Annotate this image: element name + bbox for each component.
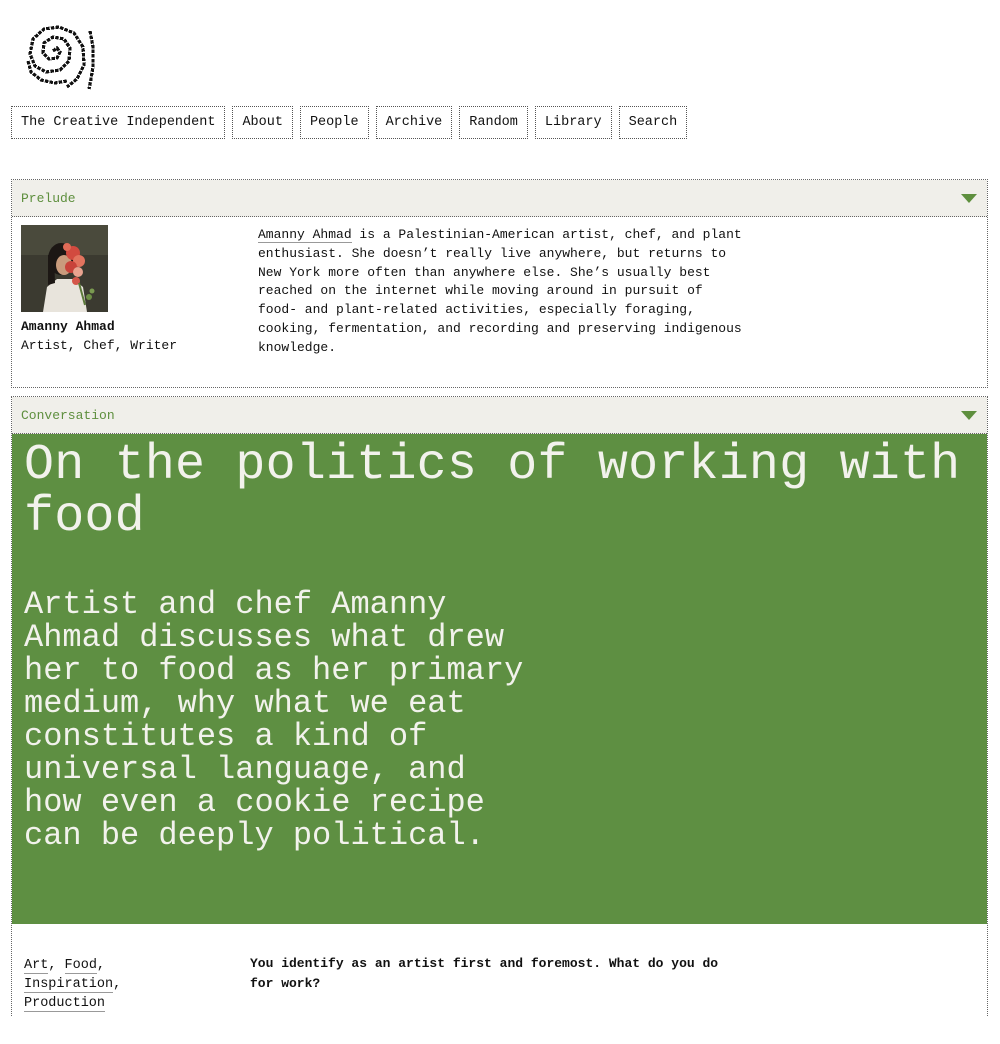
tag-link[interactable]: Art <box>24 958 49 973</box>
interview-question: You identify as an artist first and foremost. What do you do for work? <box>250 956 719 991</box>
prelude-panel <box>11 179 988 388</box>
bio-text <box>258 226 748 358</box>
main-nav <box>11 106 687 139</box>
nav-about-link[interactable]: About <box>232 106 293 139</box>
article-body <box>12 924 987 1044</box>
prelude-header-label: Prelude <box>21 190 76 206</box>
collapse-triangle-icon[interactable] <box>961 411 977 420</box>
collapse-triangle-icon[interactable] <box>961 194 977 203</box>
nav-search-link[interactable]: Search <box>619 106 688 139</box>
avatar[interactable] <box>21 225 108 312</box>
prelude-header[interactable] <box>12 180 987 217</box>
nav-library-link[interactable]: Library <box>535 106 612 139</box>
prelude-body <box>12 217 987 388</box>
tag-link[interactable]: Food <box>64 958 97 973</box>
conversation-panel <box>11 396 988 1016</box>
nav-home-link[interactable]: The Creative Independent <box>11 106 225 139</box>
nav-random-link[interactable]: Random <box>459 106 528 139</box>
conversation-header-label: Conversation <box>21 407 115 423</box>
article-deck: Artist and chef Amanny Ahmad discusses what drew her to food as her primary medium, why what we eat constitutes a kind of universal language, and how even a cookie recipe can be deeply political. <box>24 586 524 854</box>
tag-list: Art, Food, Inspiration, Production <box>24 958 122 1011</box>
person-role: Artist, Chef, Writer <box>21 338 178 353</box>
conversation-header[interactable] <box>12 397 987 434</box>
spiral-logo-icon[interactable] <box>11 11 97 91</box>
tag-link[interactable]: Inspiration <box>24 977 114 992</box>
nav-archive-link[interactable]: Archive <box>376 106 453 139</box>
person-name[interactable]: Amanny Ahmad <box>21 319 115 334</box>
bio-body: is a Palestinian-American artist, chef, and plant enthusiast. She doesn’t really live anywhere, but returns to New York more often than anywhere else. She’s usually best reached on the internet while moving around in pursuit of food- and plant-related activities, especially foraging, cooking, fermentation, and recording and preserving indigenous knowledge. <box>258 227 742 355</box>
nav-people-link[interactable]: People <box>300 106 369 139</box>
article-hero <box>12 434 987 924</box>
tag-link[interactable]: Production <box>24 996 106 1011</box>
bio-name-link[interactable]: Amanny Ahmad <box>258 227 352 242</box>
article-title: On the politics of working with food <box>24 437 961 546</box>
